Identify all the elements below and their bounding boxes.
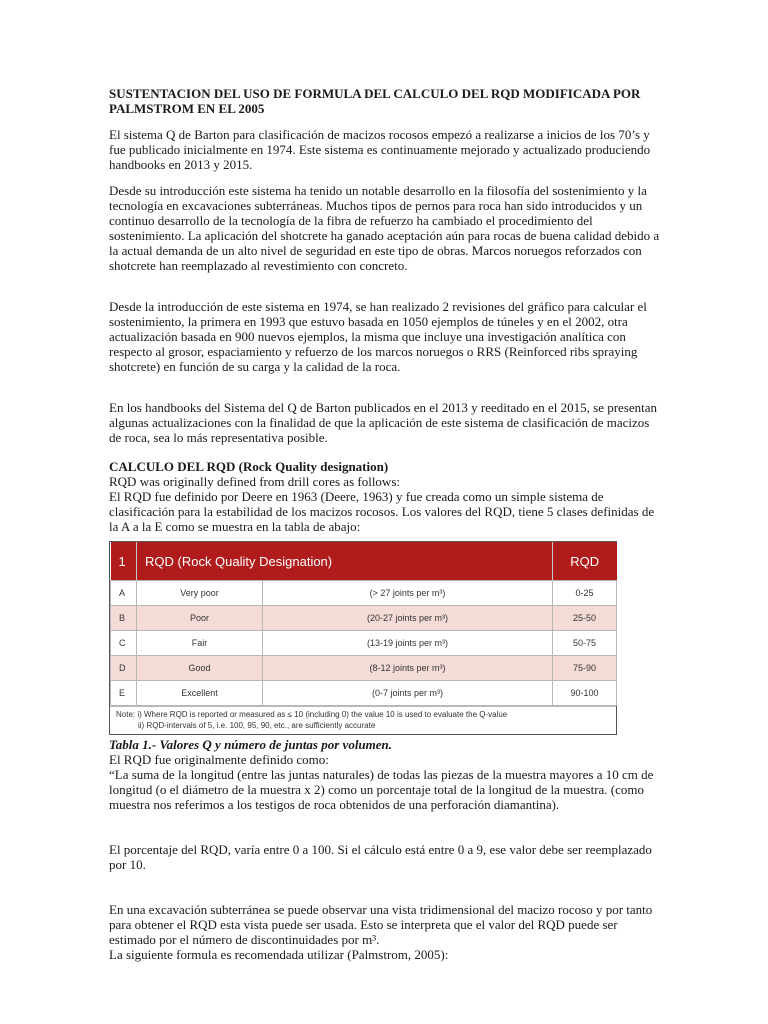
- description-cell: Very poor: [137, 581, 263, 606]
- description-cell: Good: [137, 656, 263, 681]
- table-note-line-1: Note: i) Where RQD is reported or measured as ≤ 10 (including 0) the value 10 is used to evaluate the Q-value: [116, 710, 508, 719]
- table-row: [111, 656, 617, 681]
- section-heading: CALCULO DEL RQD (Rock Quality designation): [109, 459, 389, 474]
- joints-cell: (8-12 joints per m³): [263, 656, 553, 681]
- table-note-line-2: ii) RQD-intervals of 5, i.e. 100, 95, 90, etc., are sufficiently accurate: [138, 721, 376, 730]
- class-cell: B: [111, 606, 137, 631]
- table-number: 1: [111, 542, 137, 581]
- paragraph-development: Desde su introducción este sistema ha tenido un notable desarrollo en la filosofía del sostenimiento y la tecnología en excavaciones subterráneas. Muchos tipos de pernos para roca han sido introducidos y un continuo desarrollo de la tecnología de la fibra de refuerzo ha cambiado el procedimiento del sostenimiento. La aplicación del shotcrete ha ganado aceptación aún para rocas de buena calidad debido a la actual demanda de un alto nivel de seguridad en este tipo de obras. Marcos noruegos reforzados con shotcrete han reemplazado al revestimiento con concreto.: [109, 183, 660, 273]
- table-title: RQD (Rock Quality Designation): [137, 542, 553, 581]
- description-cell: Fair: [137, 631, 263, 656]
- formula-line: La siguiente formula es recomendada utilizar (Palmstrom, 2005):: [109, 947, 449, 962]
- rqd-table: [110, 542, 617, 706]
- section-line-1: RQD was originally defined from drill cores as follows:: [109, 474, 400, 489]
- joints-cell: (20-27 joints per m³): [263, 606, 553, 631]
- excavation-paragraph: En una excavación subterránea se puede observar una vista tridimensional del macizo rocoso y por tanto para obtener el RQD esta vista puede ser usada. Esto se interpreta que el valor del RQD puede ser estimado por el número de discontinuidades por m³.: [109, 902, 653, 947]
- document-title: SUSTENTACION DEL USO DE FORMULA DEL CALCULO DEL RQD MODIFICADA POR PALMSTROM EN EL 2005: [109, 86, 641, 116]
- table-row: [111, 631, 617, 656]
- joints-cell: (> 27 joints per m³): [263, 581, 553, 606]
- section-line-2: El RQD fue definido por Deere en 1963 (Deere, 1963) y fue creada como un simple sistema de clasificación para la estabilidad de los macizos rocosos. Los valores del RQD, tiene 5 clases definidas de la A a la E como se muestra en la tabla de abajo:: [109, 489, 655, 534]
- rqd-column-header: RQD: [553, 542, 617, 581]
- definition-intro: El RQD fue originalmente definido como:: [109, 752, 329, 767]
- table-row: [111, 581, 617, 606]
- paragraph-revisions: Desde la introducción de este sistema en 1974, se han realizado 2 revisiones del gráfico para calcular el sostenimiento, la primera en 1993 que estuvo basada en 1050 ejemplos de túneles y en el 2002, otra actualización basada en 900 nuevos ejemplos, la misma que incluye una investigación analítica con respecto al grosor, espaciamiento y refuerzo de los marcos noruegos o RRS (Reinforced ribs spraying shotcrete) en función de su carga y la calidad de la roca.: [109, 299, 647, 374]
- table-note: [110, 706, 616, 734]
- description-cell: Poor: [137, 606, 263, 631]
- table-row: [111, 681, 617, 706]
- class-cell: E: [111, 681, 137, 706]
- rqd-table-figure: [109, 541, 617, 735]
- class-cell: D: [111, 656, 137, 681]
- rqd-cell: 75-90: [553, 656, 617, 681]
- paragraph-intro: El sistema Q de Barton para clasificación de macizos rocosos empezó a realizarse a inicios de los 70’s y fue publicado inicialmente en 1974. Este sistema es continuamente mejorado y actualizado produciendo handbooks en 2013 y 2015.: [109, 127, 651, 172]
- percent-paragraph: El porcentaje del RQD, varía entre 0 a 100. Si el cálculo está entre 0 a 9, ese valor debe ser reemplazado por 10.: [109, 842, 652, 872]
- rqd-cell: 25-50: [553, 606, 617, 631]
- definition-quote: “La suma de la longitud (entre las juntas naturales) de todas las piezas de la muestra mayores a 10 cm de longitud (o el diámetro de la muestra x 2) como un porcentaje total de la longitud de la muestra. (como muestra nos referimos a los testigos de roca obtenidos de una perforación diamantina).: [109, 767, 654, 812]
- class-cell: C: [111, 631, 137, 656]
- joints-cell: (0-7 joints per m³): [263, 681, 553, 706]
- document-page: [109, 86, 661, 962]
- class-cell: A: [111, 581, 137, 606]
- joints-cell: (13-19 joints per m³): [263, 631, 553, 656]
- table-caption: Tabla 1.- Valores Q y número de juntas por volumen.: [109, 737, 393, 752]
- table-row: [111, 606, 617, 631]
- rqd-cell: 0-25: [553, 581, 617, 606]
- rqd-cell: 50-75: [553, 631, 617, 656]
- rqd-cell: 90-100: [553, 681, 617, 706]
- description-cell: Excellent: [137, 681, 263, 706]
- table-header-row: [111, 542, 617, 581]
- paragraph-handbooks: En los handbooks del Sistema del Q de Barton publicados en el 2013 y reeditado en el 2015, se presentan algunas actualizaciones con la finalidad de que la aplicación de este sistema de clasificación de macizos de roca, sea lo más representativa posible.: [109, 400, 658, 445]
